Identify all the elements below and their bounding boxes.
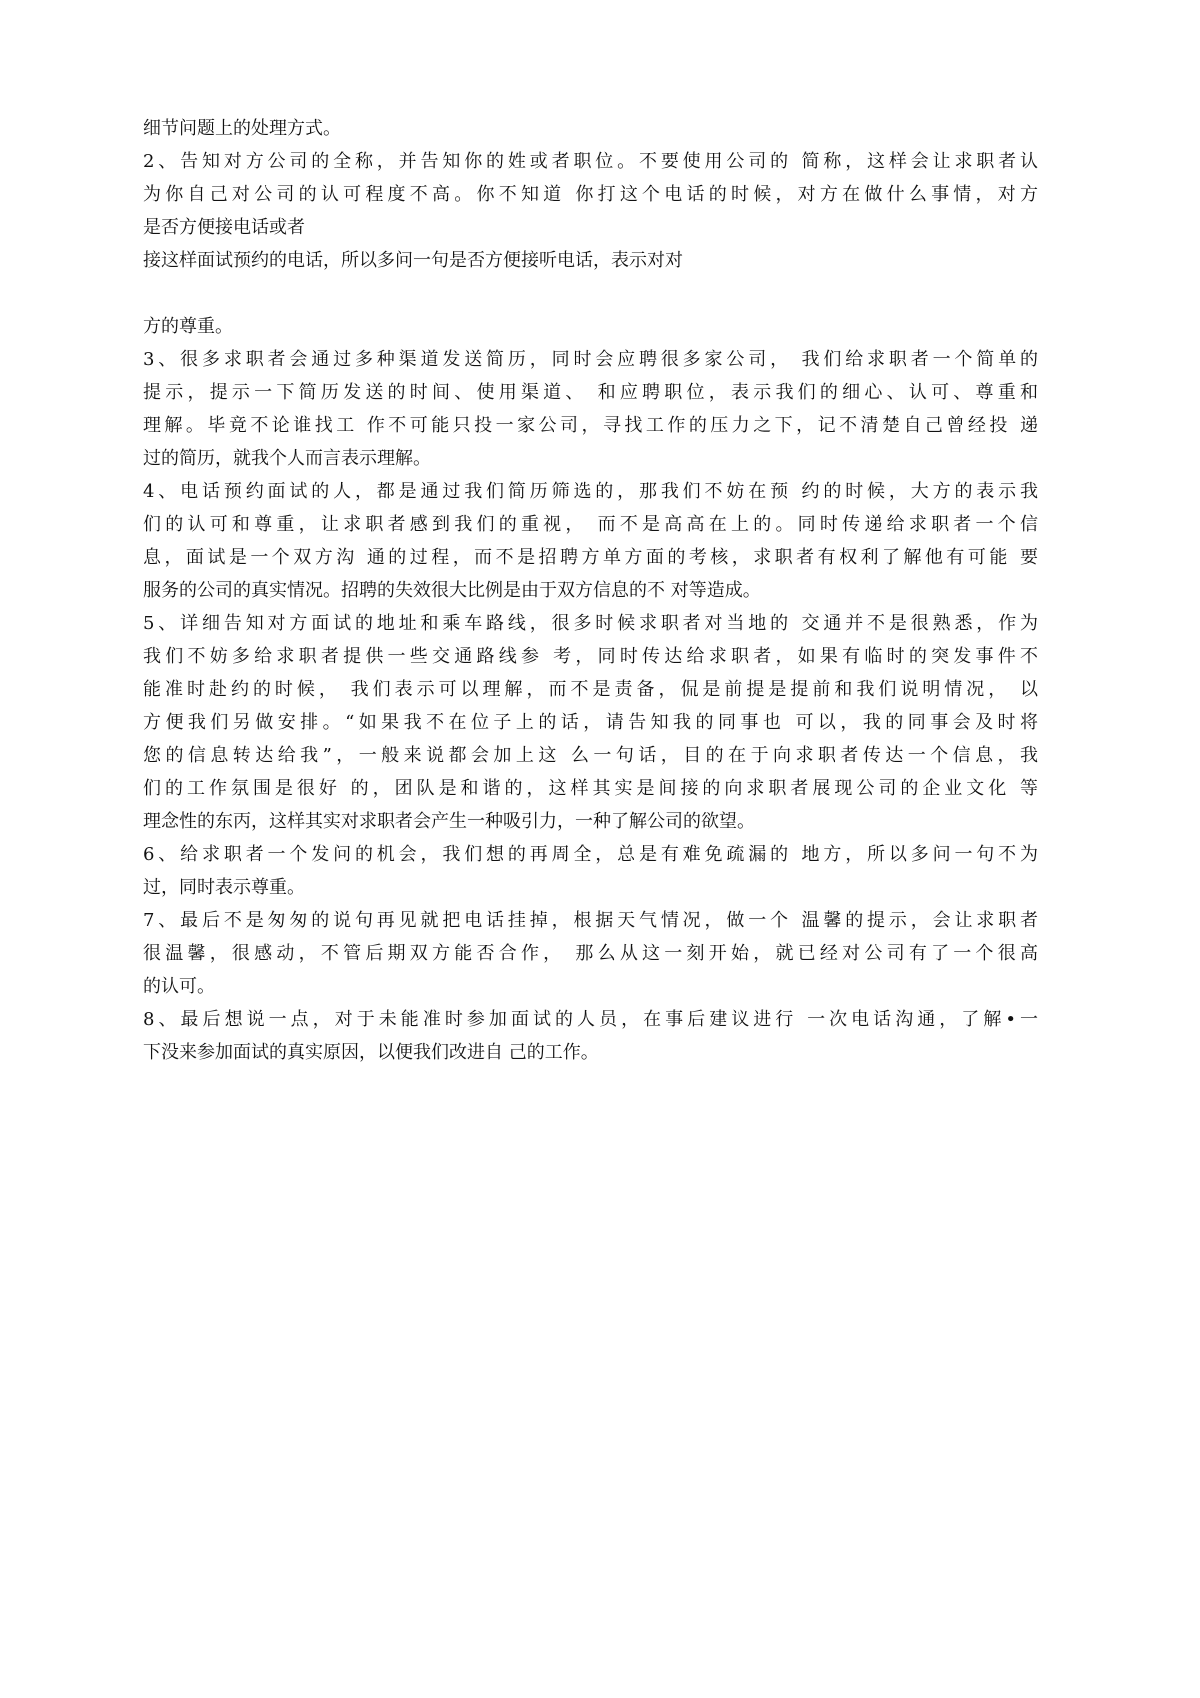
text-line: 方便我们另做安排。“如果我不在位子上的话，请告知我的同事也 可以，我的同事会及时将 [143, 712, 1038, 733]
blank-line [143, 277, 1038, 310]
text-line: 4、电话预约面试的人，都是通过我们简历筛选的，那我们不妨在预 约的时候，大方的表示我 [143, 481, 1038, 502]
text-line: 的认可。 [143, 976, 215, 997]
text-line: 很温馨，很感动，不管后期双方能否合作， 那么从这一刻开始，就已经对公司有了一个很高 [143, 943, 1038, 964]
text-line: 细节问题上的处理方式。 [143, 118, 341, 139]
text-line: 是否方便接电话或者 [143, 217, 305, 238]
text-line: 息，面试是一个双方沟 通的过程，而不是招聘方单方面的考核，求职者有权利了解他有可能 要 [143, 547, 1038, 568]
text-line: 能准时赴约的时候， 我们表示可以理解，而不是责备，侃是前提是提前和我们说明情况， 以 [143, 679, 1038, 700]
text-line: 接这样面试预约的电话，所以多问一句是否方便接听电话，表示对对 [143, 250, 683, 271]
text-line: 2、告知对方公司的全称，并告知你的姓或者职位。不要使用公司的 简称，这样会让求职者认 [143, 151, 1038, 172]
text-line: 方的尊重。 [143, 316, 233, 337]
text-line: 6、给求职者一个发问的机会，我们想的再周全，总是有难免疏漏的 地方，所以多问一句不为 [143, 844, 1038, 865]
document-body [143, 112, 1038, 1069]
text-line: 下没来参加面试的真实原因，以便我们改进自 己的工作。 [143, 1042, 599, 1063]
text-line: 您的信息转达给我”，一般来说都会加上这 么一句话，目的在于向求职者传达一个信息，我 [143, 745, 1038, 766]
text-line: 们的认可和尊重，让求职者感到我们的重视， 而不是高高在上的。同时传递给求职者一个信 [143, 514, 1038, 535]
text-line: 理念性的东丙，这样其实对求职者会产生一种吸引力，一种了解公司的欲望。 [143, 811, 755, 832]
text-line: 提示，提示一下简历发送的时间、使用渠道、 和应聘职位，表示我们的细心、认可、尊重和 [143, 382, 1038, 403]
text-line: 为你自己对公司的认可程度不高。你不知道 你打这个电话的时候，对方在做什么事情，对方 [143, 184, 1038, 205]
text-line: 们的工作氛围是很好 的，团队是和谐的，这样其实是间接的向求职者展现公司的企业文化 等 [143, 778, 1038, 799]
text-line: 我们不妨多给求职者提供一些交通路线参 考，同时传达给求职者，如果有临时的突发事件不 [143, 646, 1038, 667]
text-line: 过，同时表示尊重。 [143, 877, 305, 898]
text-line: 理解。毕竟不论谁找工 作不可能只投一家公司，寻找工作的压力之下，记不清楚自己曾经投 递 [143, 415, 1038, 436]
text-line: 服务的公司的真实情况。招聘的失效很大比例是由于双方信息的不 对等造成。 [143, 580, 761, 601]
text-line: 8、最后想说一点，对于未能准时参加面试的人员，在事后建议进行 一次电话沟通，了解•一 [143, 1009, 1038, 1030]
text-line: 3、很多求职者会通过多种渠道发送简历，同时会应聘很多家公司， 我们给求职者一个简单的 [143, 349, 1038, 370]
text-line: 7、最后不是匆匆的说句再见就把电话挂掉，根据天气情况，做一个 温馨的提示，会让求职者 [143, 910, 1038, 931]
text-line: 5、详细告知对方面试的地址和乘车路线，很多时候求职者对当地的 交通并不是很熟悉，作为 [143, 613, 1038, 634]
text-line: 过的简历，就我个人而言表示理解。 [143, 448, 431, 469]
